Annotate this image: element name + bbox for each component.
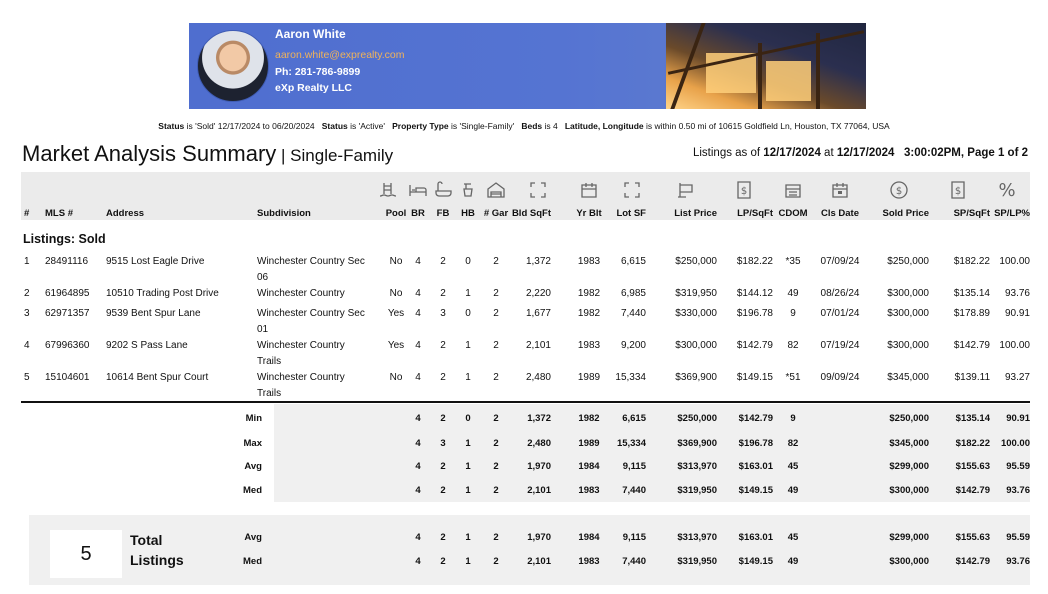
stat-fb: 3 xyxy=(440,438,446,449)
sign-icon xyxy=(676,180,696,200)
column-header-sp[interactable]: Sold Price xyxy=(882,208,929,219)
agent-banner xyxy=(189,23,866,109)
cell-cdom: 9 xyxy=(790,308,796,319)
total-stat-label-med: Med xyxy=(243,556,262,567)
stat-lpsf: $149.15 xyxy=(738,485,773,496)
stat-cdom: 45 xyxy=(787,461,799,472)
cell-hb: 1 xyxy=(465,340,471,351)
cell-splp: 93.76 xyxy=(1004,288,1030,299)
column-header-sqft[interactable]: Bld SqFt xyxy=(511,208,551,219)
column-header-addr[interactable]: Address xyxy=(106,208,145,219)
svg-text:%: % xyxy=(998,180,1016,200)
agent-email[interactable]: aaron.white@exprealty.com xyxy=(275,49,405,61)
column-header-br[interactable]: BR xyxy=(411,208,425,219)
column-header-n[interactable]: # xyxy=(24,208,30,219)
total-count: 5 xyxy=(50,530,122,578)
cell-n: 3 xyxy=(24,308,30,319)
cell-cls: 09/09/24 xyxy=(820,372,860,383)
total-stat-lot: 9,115 xyxy=(622,532,646,543)
total-stat-hb: 1 xyxy=(465,532,471,543)
stat-br: 4 xyxy=(415,485,421,496)
cell-cls: 07/01/24 xyxy=(820,308,860,319)
stat-gar: 2 xyxy=(493,485,499,496)
stat-br: 4 xyxy=(415,438,421,449)
svg-text:$: $ xyxy=(954,186,962,197)
total-stat-spsf: $155.63 xyxy=(955,532,990,543)
cell-cls: 08/26/24 xyxy=(820,288,860,299)
cell-fb: 2 xyxy=(440,372,446,383)
column-header-hb[interactable]: HB xyxy=(461,208,475,219)
stat-label-max: Max xyxy=(243,438,262,449)
column-header-lp[interactable]: List Price xyxy=(674,208,717,219)
stat-hb: 1 xyxy=(465,485,471,496)
cell-splp: 100.00 xyxy=(999,256,1030,267)
stat-sp: $300,000 xyxy=(889,485,929,496)
cell-cdom: *35 xyxy=(785,256,801,267)
cell-gar: 2 xyxy=(493,340,499,351)
total-stat-sqft: 2,101 xyxy=(527,556,551,567)
sqft-icon xyxy=(528,180,548,200)
cell-sp: $300,000 xyxy=(887,340,929,351)
cell-yr: 1989 xyxy=(577,372,601,383)
cell-yr: 1982 xyxy=(577,288,601,299)
cell-lpsf: $182.22 xyxy=(736,256,773,267)
agent-company: eXp Realty LLC xyxy=(275,82,353,94)
stat-lp: $250,000 xyxy=(677,413,717,424)
stat-lot: 7,440 xyxy=(622,485,646,496)
cell-hb: 0 xyxy=(465,308,471,319)
cell-spsf: $178.89 xyxy=(953,308,990,319)
total-stat-splp: 93.76 xyxy=(1006,556,1030,567)
pool-icon xyxy=(378,180,398,200)
cell-lp: $369,900 xyxy=(675,372,717,383)
cell-fb: 2 xyxy=(440,288,446,299)
cell-spsf: $135.14 xyxy=(953,288,990,299)
stat-yr: 1982 xyxy=(578,413,600,424)
stat-cdom: 82 xyxy=(787,438,799,449)
cell-fb: 3 xyxy=(440,308,446,319)
cell-splp: 93.27 xyxy=(1004,372,1030,383)
cell-cls: 07/09/24 xyxy=(820,256,860,267)
svg-text:$: $ xyxy=(740,186,748,197)
stat-yr: 1984 xyxy=(578,461,600,472)
stat-sqft: 2,101 xyxy=(527,485,551,496)
cell-addr: 9539 Bent Spur Lane xyxy=(106,308,201,319)
percent-icon xyxy=(997,180,1017,200)
column-header-lot[interactable]: Lot SF xyxy=(616,208,646,219)
stat-fb: 2 xyxy=(440,461,446,472)
stat-hb: 0 xyxy=(465,413,471,424)
cell-yr: 1983 xyxy=(577,256,601,267)
stat-sqft: 1,970 xyxy=(527,461,551,472)
cell-hb: 0 xyxy=(465,256,471,267)
total-stat-gar: 2 xyxy=(493,532,499,543)
total-stat-br: 4 xyxy=(415,532,421,543)
dollar-doc-icon xyxy=(734,180,754,200)
stat-sp: $299,000 xyxy=(889,461,929,472)
cell-yr: 1982 xyxy=(577,308,601,319)
total-stat-hb: 1 xyxy=(465,556,471,567)
stat-lpsf: $196.78 xyxy=(738,438,773,449)
cell-mls: 15104601 xyxy=(45,372,90,383)
stat-sp: $345,000 xyxy=(889,438,929,449)
cell-sp: $300,000 xyxy=(887,308,929,319)
stat-spsf: $135.14 xyxy=(955,413,990,424)
stat-spsf: $155.63 xyxy=(955,461,990,472)
cell-lpsf: $196.78 xyxy=(736,308,773,319)
stat-label-med: Med xyxy=(243,485,262,496)
cell-gar: 2 xyxy=(493,308,499,319)
cell-sp: $250,000 xyxy=(887,256,929,267)
total-stat-spsf: $142.79 xyxy=(955,556,990,567)
stat-gar: 2 xyxy=(493,413,499,424)
cell-sub: Winchester Country Sec 01 xyxy=(257,308,365,335)
cell-sub: Winchester Country xyxy=(257,288,345,299)
total-listings-label: Total Listings xyxy=(130,532,184,568)
search-criteria: Status is 'Sold' 12/17/2024 to 06/20/2024 Status is 'Active' Property Type is 'Single-Family' Beds is 4 Latitude, Longitude is within 0.50 mi of 10615 Goldfield Ln, Houston, TX 77064, USA xyxy=(158,121,890,131)
cdom-icon xyxy=(783,180,803,200)
bath-icon xyxy=(433,180,453,200)
total-stat-cdom: 45 xyxy=(787,532,799,543)
stat-gar: 2 xyxy=(493,438,499,449)
agent-name: Aaron White xyxy=(275,27,346,41)
cell-sqft: 1,372 xyxy=(525,256,551,267)
cell-br: 4 xyxy=(415,256,421,267)
cell-lot: 6,615 xyxy=(620,256,646,267)
cell-br: 4 xyxy=(415,288,421,299)
cell-spsf: $142.79 xyxy=(953,340,990,351)
cell-br: 4 xyxy=(415,308,421,319)
stat-sqft: 2,480 xyxy=(527,438,551,449)
stat-yr: 1989 xyxy=(578,438,600,449)
total-stat-lot: 7,440 xyxy=(622,556,646,567)
stat-lp: $319,950 xyxy=(677,485,717,496)
stat-splp: 100.00 xyxy=(1000,438,1030,449)
cell-mls: 62971357 xyxy=(45,308,90,319)
total-stat-label-avg: Avg xyxy=(244,532,262,543)
cell-sqft: 1,677 xyxy=(525,308,551,319)
cell-splp: 90.91 xyxy=(1004,308,1030,319)
cell-mls: 67996360 xyxy=(45,340,90,351)
calendar-icon xyxy=(579,180,599,200)
house-photo xyxy=(666,23,866,109)
cell-cdom: 82 xyxy=(787,340,799,351)
column-header-spsf[interactable]: SP/SqFt xyxy=(953,208,990,219)
cell-splp: 100.00 xyxy=(999,340,1030,351)
stat-lp: $369,900 xyxy=(677,438,717,449)
column-header-fb[interactable]: FB xyxy=(436,208,450,219)
cell-yr: 1983 xyxy=(577,340,601,351)
stat-sp: $250,000 xyxy=(889,413,929,424)
lot-icon xyxy=(622,180,642,200)
bed-icon xyxy=(408,180,428,200)
total-stat-gar: 2 xyxy=(493,556,499,567)
stat-lpsf: $142.79 xyxy=(738,413,773,424)
cell-sqft: 2,480 xyxy=(525,372,551,383)
calendar-check-icon xyxy=(830,180,850,200)
total-stat-cdom: 49 xyxy=(787,556,799,567)
listings-as-of: Listings as of 12/17/2024 at 12/17/2024 3:00:02PM, Page 1 of 2 xyxy=(692,147,1028,159)
cell-addr: 10614 Bent Spur Court xyxy=(106,372,209,383)
stat-lot: 15,334 xyxy=(616,438,646,449)
cell-gar: 2 xyxy=(493,256,499,267)
cell-sqft: 2,101 xyxy=(525,340,551,351)
cell-sp: $300,000 xyxy=(887,288,929,299)
cell-br: 4 xyxy=(415,372,421,383)
cell-sub: Winchester Country Sec 06 xyxy=(257,256,365,283)
cell-n: 5 xyxy=(24,372,30,383)
cell-mls: 61964895 xyxy=(45,288,90,299)
cell-fb: 2 xyxy=(440,340,446,351)
total-stat-lpsf: $149.15 xyxy=(738,556,773,567)
garage-icon xyxy=(486,180,506,200)
column-header-yr[interactable]: Yr Blt xyxy=(576,208,602,219)
cell-pool: Yes xyxy=(387,340,405,351)
total-stat-splp: 95.59 xyxy=(1006,532,1030,543)
cell-gar: 2 xyxy=(493,288,499,299)
cell-lp: $300,000 xyxy=(675,340,717,351)
cell-addr: 9202 S Pass Lane xyxy=(106,340,188,351)
total-stat-fb: 2 xyxy=(440,556,446,567)
cell-spsf: $139.11 xyxy=(954,372,990,383)
cell-lp: $319,950 xyxy=(675,288,717,299)
stat-label-avg: Avg xyxy=(244,461,262,472)
stat-cdom: 49 xyxy=(787,485,799,496)
stat-fb: 2 xyxy=(440,413,446,424)
cell-pool: No xyxy=(389,256,403,267)
divider xyxy=(21,401,1030,403)
stat-gar: 2 xyxy=(493,461,499,472)
cell-pool: Yes xyxy=(387,308,405,319)
cell-lot: 6,985 xyxy=(620,288,646,299)
cell-sqft: 2,220 xyxy=(525,288,551,299)
stat-lot: 9,115 xyxy=(622,461,646,472)
column-header-pool[interactable]: Pool xyxy=(385,208,407,219)
cell-addr: 10510 Trading Post Drive xyxy=(106,288,219,299)
total-stat-yr: 1983 xyxy=(578,556,600,567)
agent-photo xyxy=(197,30,269,102)
agent-phone: Ph: 281-786-9899 xyxy=(275,66,361,78)
dollar-circle-icon xyxy=(889,180,909,200)
total-stat-lp: $319,950 xyxy=(677,556,717,567)
total-stat-lpsf: $163.01 xyxy=(738,532,773,543)
total-stat-fb: 2 xyxy=(440,532,446,543)
column-header-cls[interactable]: Cls Date xyxy=(820,208,859,219)
column-header-lpsf[interactable]: LP/SqFt xyxy=(737,208,773,219)
stat-spsf: $182.22 xyxy=(955,438,990,449)
cell-lp: $330,000 xyxy=(675,308,717,319)
cell-pool: No xyxy=(389,372,403,383)
cell-n: 4 xyxy=(24,340,30,351)
column-header-mls[interactable]: MLS # xyxy=(45,208,73,219)
cell-lot: 9,200 xyxy=(620,340,646,351)
cell-hb: 1 xyxy=(465,372,471,383)
cell-lpsf: $144.12 xyxy=(736,288,773,299)
stat-cdom: 9 xyxy=(790,413,796,424)
stat-fb: 2 xyxy=(440,485,446,496)
stat-label-min: Min xyxy=(245,413,262,424)
cell-lpsf: $149.15 xyxy=(736,372,773,383)
cell-lot: 15,334 xyxy=(615,372,646,383)
cell-lot: 7,440 xyxy=(620,308,646,319)
stat-hb: 1 xyxy=(465,461,471,472)
total-stat-sqft: 1,970 xyxy=(527,532,551,543)
cell-n: 2 xyxy=(24,288,30,299)
cell-sub: Winchester Country Trails xyxy=(257,372,345,399)
stat-splp: 95.59 xyxy=(1006,461,1030,472)
column-header-splp[interactable]: SP/LP% xyxy=(994,208,1030,219)
cell-gar: 2 xyxy=(493,372,499,383)
column-header-gar[interactable]: # Gar xyxy=(483,208,509,219)
cell-cdom: 49 xyxy=(787,288,799,299)
column-header-sub[interactable]: Subdivision xyxy=(257,208,311,219)
stat-br: 4 xyxy=(415,461,421,472)
cell-sp: $345,000 xyxy=(887,372,929,383)
svg-text:$: $ xyxy=(895,186,903,197)
stat-spsf: $142.79 xyxy=(955,485,990,496)
stat-sqft: 1,372 xyxy=(527,413,551,424)
cell-n: 1 xyxy=(24,256,30,267)
cell-pool: No xyxy=(389,288,403,299)
stat-splp: 93.76 xyxy=(1006,485,1030,496)
total-stat-yr: 1984 xyxy=(578,532,600,543)
cell-lp: $250,000 xyxy=(675,256,717,267)
stat-lpsf: $163.01 xyxy=(738,461,773,472)
cell-br: 4 xyxy=(415,340,421,351)
half-bath-icon xyxy=(458,180,478,200)
section-title: Listings: Sold xyxy=(23,232,106,246)
stat-lot: 6,615 xyxy=(622,413,646,424)
stat-br: 4 xyxy=(415,413,421,424)
cell-hb: 1 xyxy=(465,288,471,299)
page-title: Market Analysis Summary | Single-Family xyxy=(22,141,394,166)
total-stat-sp: $299,000 xyxy=(889,532,929,543)
cell-mls: 28491116 xyxy=(45,256,89,267)
total-stat-sp: $300,000 xyxy=(889,556,929,567)
cell-cls: 07/19/24 xyxy=(820,340,860,351)
cell-cdom: *51 xyxy=(785,372,801,383)
cell-lpsf: $142.79 xyxy=(736,340,773,351)
stat-lp: $313,970 xyxy=(677,461,717,472)
cell-spsf: $182.22 xyxy=(953,256,990,267)
cell-sub: Winchester Country Trails xyxy=(257,340,345,367)
dollar-doc-icon xyxy=(948,180,968,200)
stat-yr: 1983 xyxy=(578,485,600,496)
column-header-cdom[interactable]: CDOM xyxy=(778,208,808,219)
cell-addr: 9515 Lost Eagle Drive xyxy=(106,256,205,267)
total-stat-lp: $313,970 xyxy=(677,532,717,543)
cell-fb: 2 xyxy=(440,256,446,267)
total-stat-br: 4 xyxy=(415,556,421,567)
stat-hb: 1 xyxy=(465,438,471,449)
stat-splp: 90.91 xyxy=(1006,413,1030,424)
